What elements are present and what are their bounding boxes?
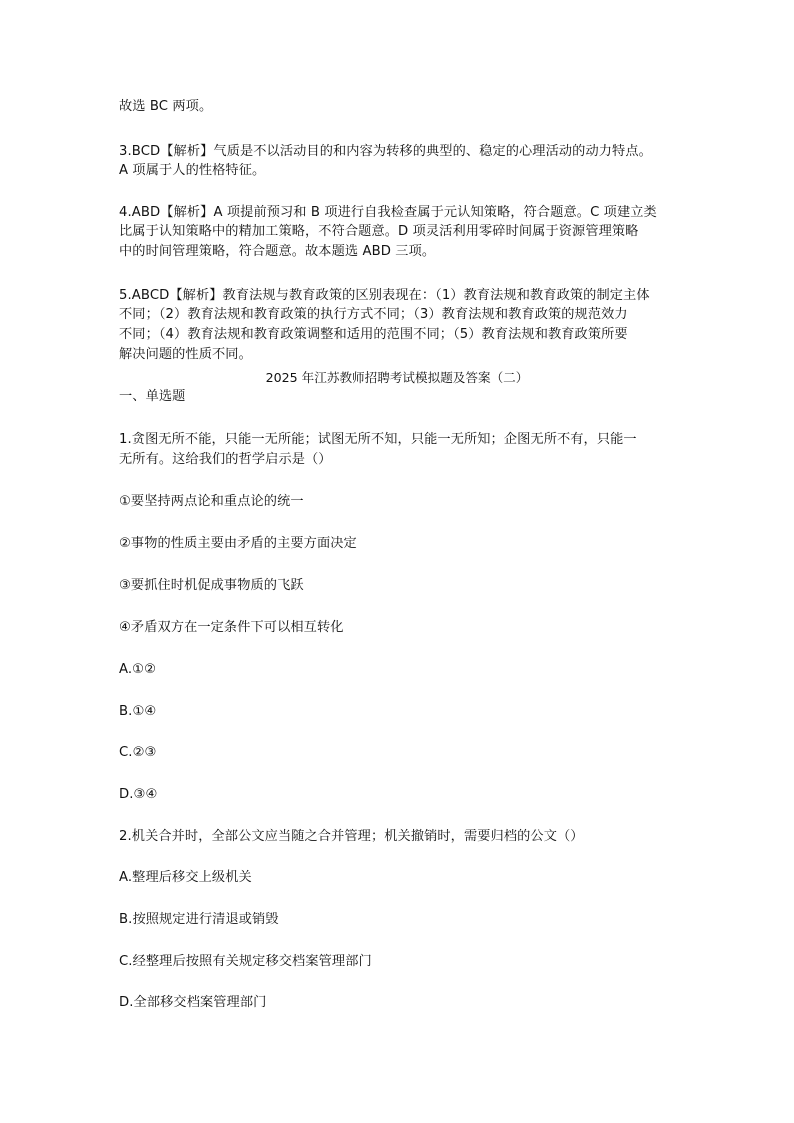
answer-q4-line-1: 4.ABD【解析】A 项提前预习和 B 项进行自我检查属于元认知策略，符合题意。C 项建立类	[119, 205, 657, 220]
exam-title: 2025 年江苏教师招聘考试模拟题及答案（二）	[265, 370, 529, 385]
q1-option-b: B.①④	[119, 704, 157, 719]
answer-q5-line-1: 5.ABCD【解析】教育法规与教育政策的区别表现在：（1）教育法规和教育政策的制定主体	[119, 288, 650, 303]
answer-q2-conclusion: 故选 BC 两项。	[119, 99, 213, 114]
q2-option-d: D.全部移交档案管理部门	[119, 995, 267, 1010]
answer-q3-line-1: 3.BCD【解析】气质是不以活动目的和内容为转移的典型的、稳定的心理活动的动力特点。	[119, 144, 652, 159]
q1-statement-3: ③要抓住时机促成事物质的飞跃	[119, 578, 304, 593]
q1-stem-line-2: 无所有。这给我们的哲学启示是（）	[119, 452, 332, 467]
q1-option-d: D.③④	[119, 787, 158, 802]
q2-option-a: A.整理后移交上级机关	[119, 870, 252, 885]
answer-q5-line-2: 不同；（2）教育法规和教育政策的执行方式不同；（3）教育法规和教育政策的规范效力	[119, 307, 628, 322]
q1-statement-4: ④矛盾双方在一定条件下可以相互转化	[119, 620, 344, 635]
q1-option-c: C.②③	[119, 745, 157, 760]
q2-option-c: C.经整理后按照有关规定移交档案管理部门	[119, 954, 372, 969]
answer-q4-line-2: 比属于认知策略中的精加工策略，不符合题意。D 项灵活利用零碎时间属于资源管理策略	[119, 224, 639, 239]
answer-q4-line-3: 中的时间管理策略，符合题意。故本题选 ABD 三项。	[119, 244, 436, 259]
section-heading: 一、单选题	[119, 389, 186, 404]
q1-statement-1: ①要坚持两点论和重点论的统一	[119, 494, 304, 509]
answer-q5-line-3: 不同；（4）教育法规和教育政策调整和适用的范围不同；（5）教育法规和教育政策所要	[119, 327, 628, 342]
q1-statement-2: ②事物的性质主要由矛盾的主要方面决定	[119, 536, 357, 551]
answer-q3-line-2: A 项属于人的性格特征。	[119, 163, 266, 178]
q1-option-a: A.①②	[119, 662, 157, 677]
answer-q5-line-4: 解决问题的性质不同。	[119, 347, 252, 362]
q2-option-b: B.按照规定进行清退或销毁	[119, 912, 279, 927]
q2-stem: 2.机关合并时，全部公文应当随之合并管理；机关撤销时，需要归档的公文（）	[119, 829, 584, 844]
q1-stem-line-1: 1.贪图无所不能，只能一无所能；试图无所不知，只能一无所知；企图无所不有，只能一	[119, 432, 637, 447]
